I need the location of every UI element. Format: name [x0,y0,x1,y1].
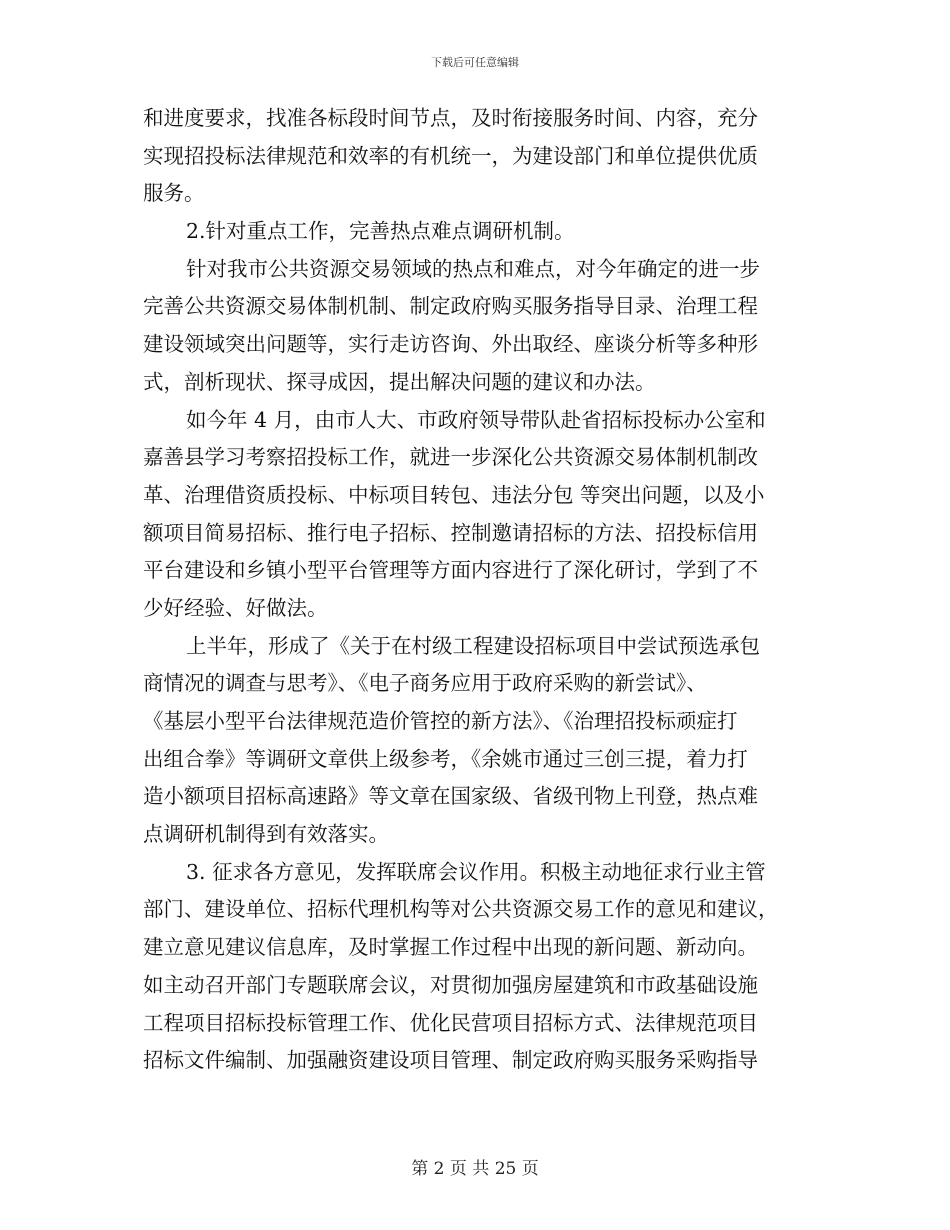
text-line: 点调研机制得到有效落实。 [143,822,389,847]
text-line: 造小额项目招标高速路》等文章在国家级、省级刊物上刊登，热点难 [143,784,758,809]
text-line: 出组合拳》等调研文章供上级参考，《余姚市通过三创三提，着力打 [143,746,748,771]
page-footer: 第 2 页 共 25 页 [411,1159,539,1179]
text-line: 如主动召开部门专题联席会议，对贯彻加强房屋建筑和市政基础设施 [143,972,758,997]
text-line: 针对我市公共资源交易领域的热点和难点，对今年确定的进一步 [186,256,760,281]
text-line: 工程项目招标投标管理工作、优化民营项目招标方式、法律规范项目 [143,1010,758,1035]
text-line: 式，剖析现状、探寻成因，提出解决问题的建议和办法。 [143,369,656,394]
text-line: 完善公共资源交易体制机制、制定政府购买服务指导目录、治理工程 [143,294,758,319]
text-line: 如今年 4 月，由市人大、市政府领导带队赴省招标投标办公室和 [186,407,766,432]
text-line: 嘉善县学习考察招投标工作，就进一步深化公共资源交易体制机制改 [143,445,758,470]
text-line: 部门、建设单位、招标代理机构等对公共资源交易工作的意见和建议， [143,897,779,922]
text-line: 《基层小型平台法律规范造价管控的新方法》、《治理招投标顽症打 [143,709,738,733]
text-line: 招标文件编制、加强融资建设项目管理、制定政府购买服务采购指导 [143,1048,758,1073]
page-header: 下载后可任意编辑 [431,56,519,69]
text-line: 和进度要求，找准各标段时间节点，及时衔接服务时间、内容，充分 [143,106,758,130]
section-heading: 3. 征求各方意见，发挥联席会议作用。积极主动地征求行业主管 [186,859,766,884]
body-text [143,100,807,1080]
text-line: 实现招投标法律规范和效率的有机统一，为建设部门和单位提供优质 [143,143,758,168]
text-line: 服务。 [143,181,205,206]
text-line: 革、治理借资质投标、中标项目转包、违法分包 等突出问题，以及小 [143,482,765,507]
text-line: 上半年，形成了《关于在村级工程建设招标项目中尝试预选承包 [186,633,760,658]
section-heading: 2.针对重点工作，完善热点难点调研机制。 [186,219,575,244]
text-line: 建立意见建议信息库，及时掌握工作过程中出现的新问题、新动向。 [143,935,758,960]
text-line: 少好经验、好做法。 [143,595,328,620]
text-line: 平台建设和乡镇小型平台管理等方面内容进行了深化研讨，学到了不 [143,558,758,583]
text-line: 额项目简易招标、推行电子招标、控制邀请招标的方法、招投标信用 [143,520,758,545]
text-line: 建设领域突出问题等，实行走访咨询、外出取经、座谈分析等多种形 [143,332,758,357]
text-line: 商情况的调查与思考》、《电子商务应用于政府采购的新尝试》、 [143,671,707,696]
